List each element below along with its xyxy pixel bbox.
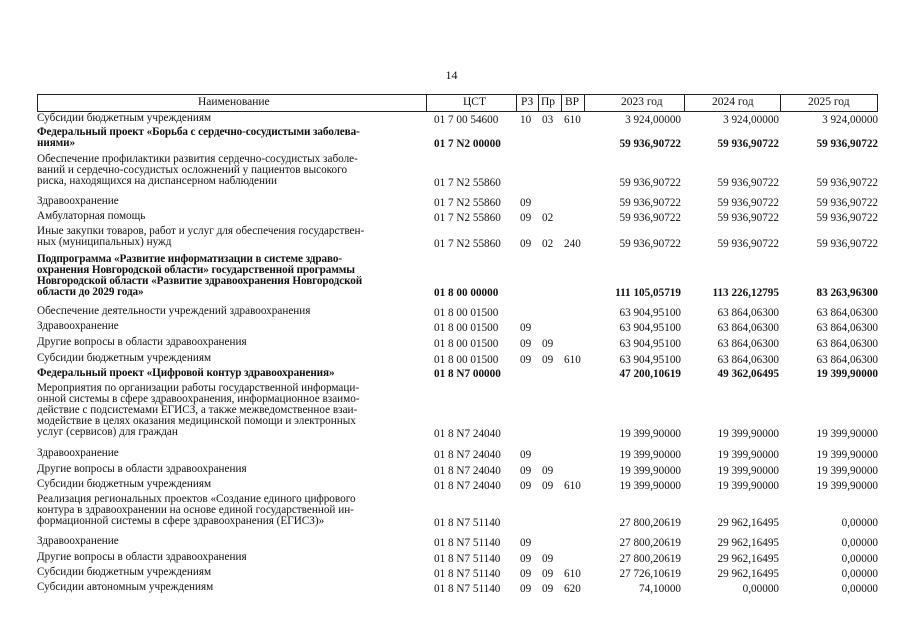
row-rz: 09 [520,354,532,366]
row-cst: 01 7 N2 55860 [434,212,501,224]
table-row [37,337,887,353]
page-number: 14 [445,68,458,82]
row-2024: 19 399,90000 [717,428,779,440]
row-name: Обеспечение профилактики развития сердечно-сосудистых заболе- ваний и сердечно-сосудистых осложнений у пациентов высокого риска, находящихся на диспансерном наблюдении [37,153,358,187]
table-row [37,306,887,321]
row-2024: 63 864,06300 [717,338,779,350]
table-row [37,494,887,536]
row-name: Реализация региональных проектов «Создание единого цифрового контура в здравоохранении на основе единой государственной ин- формационной системы в сфере здравоохранения (ЕГИСЗ)» [37,493,356,527]
header-pr: Пр [541,96,556,108]
table-row [37,254,887,306]
table-body [37,113,887,597]
table-row [37,196,887,211]
row-name: Другие вопросы в области здравоохранения [37,463,247,475]
row-2025: 0,00000 [841,553,878,565]
table-row [37,552,887,567]
row-2025: 59 936,90722 [816,138,878,150]
header-vr: ВР [565,96,580,108]
row-2024: 29 962,16495 [717,537,779,549]
row-2024: 29 962,16495 [717,553,779,565]
row-2023: 59 936,90722 [619,212,681,224]
row-cst: 01 7 N2 55860 [434,238,501,250]
row-2024: 3 924,00000 [723,114,779,126]
row-2023: 74,10000 [639,583,681,595]
row-cst: 01 7 N2 55860 [434,197,501,209]
row-2024: 63 864,06300 [717,307,779,319]
table-row [37,582,887,597]
row-2023: 27 800,20619 [619,537,681,549]
row-2024: 63 864,06300 [717,322,779,334]
row-2024: 29 962,16495 [717,517,779,529]
row-name: Федеральный проект «Борьба с сердечно-сосудистыми заболева- ниями» [37,126,360,149]
row-2023: 63 904,95100 [619,322,681,334]
row-2024: 29 962,16495 [717,568,779,580]
row-rz: 09 [520,583,532,595]
row-2025: 0,00000 [841,583,878,595]
row-2023: 59 936,90722 [619,238,681,250]
row-2025: 0,00000 [841,568,878,580]
row-name: Здравоохранение [37,447,119,459]
row-name: Здравоохранение [37,535,119,547]
row-2025: 0,00000 [841,517,878,529]
row-2023: 19 399,90000 [619,480,681,492]
row-2023: 63 904,95100 [619,338,681,350]
row-2023: 27 800,20619 [619,517,681,529]
row-rz: 09 [520,212,532,224]
table-row [37,226,887,254]
row-pr: 02 [542,212,554,224]
row-pr: 02 [542,238,554,250]
row-2024: 0,00000 [742,583,779,595]
row-cst: 01 8 N7 51140 [434,537,501,549]
header-rz: РЗ [521,96,534,108]
row-2025: 59 936,90722 [816,197,878,209]
row-2024: 19 399,90000 [717,465,779,477]
table-row [37,536,887,552]
row-pr: 09 [542,553,554,565]
row-name: Федеральный проект «Цифровой контур здравоохранения» [37,367,335,379]
row-name: Здравоохранение [37,195,119,207]
header-name: Наименование [198,96,270,108]
row-2025: 59 936,90722 [816,212,878,224]
row-2024: 59 936,90722 [717,238,779,250]
row-rz: 09 [520,568,532,580]
row-cst: 01 8 N7 24040 [434,480,501,492]
row-2023: 27 800,20619 [619,553,681,565]
row-vr: 610 [564,568,581,580]
row-2025: 19 399,90000 [816,480,878,492]
row-name: Подпрограмма «Развитие информатизации в системе здраво- охранения Новгородской области» государственной программы Новгородской области «Развитие здравоохранения Новгородской области до 2029 года» [37,253,363,298]
table-row [37,113,887,127]
header-cst: ЦСТ [463,96,486,108]
row-cst: 01 8 00 01500 [434,307,499,319]
row-name: Иные закупки товаров, работ и услуг для обеспечения государствен- ных (муниципальных) нужд [37,225,365,248]
row-vr: 610 [564,480,581,492]
table-row [37,154,887,196]
row-cst: 01 8 N7 24040 [434,428,501,440]
row-name: Другие вопросы в области здравоохранения [37,551,247,563]
header-2025: 2025 год [808,96,850,108]
row-2025: 63 864,06300 [816,307,878,319]
row-rz: 09 [520,449,532,461]
row-pr: 09 [542,583,554,595]
row-cst: 01 8 00 01500 [434,322,499,334]
row-2025: 59 936,90722 [816,238,878,250]
row-name: Амбулаторная помощь [37,210,146,222]
row-2023: 63 904,95100 [619,307,681,319]
row-cst: 01 7 00 54600 [434,114,499,126]
row-cst: 01 8 N7 51140 [434,553,501,565]
row-cst: 01 8 N7 24040 [434,465,501,477]
row-2024: 49 362,06495 [717,368,779,380]
table-row [37,448,887,464]
row-name: Субсидии автономным учреждениям [37,581,214,593]
row-2024: 59 936,90722 [717,177,779,189]
table-row [37,479,887,494]
row-pr: 03 [542,114,554,126]
table-row [37,321,887,337]
row-rz: 10 [520,114,532,126]
row-pr: 09 [542,480,554,492]
row-rz: 09 [520,338,532,350]
table-row [37,567,887,582]
row-name: Обеспечение деятельности учреждений здравоохранения [37,305,311,317]
header-2024: 2024 год [712,96,754,108]
row-2023: 63 904,95100 [619,354,681,366]
row-name: Мероприятия по организации работы государственной информаци- онной системы в сфере здравоохранения, информационное взаимо- действие с подсистемами ЕГИСЗ, а также межведомственное взаи- модействие в целях оказания медицинской помощи и электронных услуг (сервисов) для граждан [37,382,360,438]
row-rz: 09 [520,238,532,250]
row-cst: 01 7 N2 00000 [434,138,501,150]
row-2023: 19 399,90000 [619,465,681,477]
row-2023: 59 936,90722 [619,177,681,189]
row-cst: 01 8 N7 00000 [434,368,501,380]
row-cst: 01 8 N7 51140 [434,583,501,595]
row-2025: 19 399,90000 [816,428,878,440]
row-pr: 09 [542,568,554,580]
table-row [37,353,887,368]
row-name: Субсидии бюджетным учреждениям [37,352,212,364]
row-2024: 63 864,06300 [717,354,779,366]
row-rz: 09 [520,537,532,549]
row-rz: 09 [520,322,532,334]
table-row [37,464,887,479]
row-rz: 09 [520,480,532,492]
row-vr: 610 [564,354,581,366]
row-cst: 01 8 00 01500 [434,338,499,350]
row-name: Субсидии бюджетным учреждениям [37,112,212,124]
header-2023: 2023 год [621,96,663,108]
row-cst: 01 8 N7 51140 [434,517,501,529]
row-2023: 3 924,00000 [625,114,681,126]
table-row [37,211,887,226]
row-2023: 19 399,90000 [619,449,681,461]
row-2023: 111 105,05719 [615,287,681,299]
row-2024: 59 936,90722 [717,197,779,209]
row-2025: 19 399,90000 [816,465,878,477]
row-cst: 01 8 00 00000 [434,287,499,299]
row-2025: 0,00000 [841,537,878,549]
row-2025: 63 864,06300 [816,354,878,366]
row-2024: 19 399,90000 [717,449,779,461]
row-name: Здравоохранение [37,320,119,332]
row-2024: 19 399,90000 [717,480,779,492]
row-vr: 610 [564,114,581,126]
row-2025: 63 864,06300 [816,322,878,334]
row-name: Субсидии бюджетным учреждениям [37,478,212,490]
row-rz: 09 [520,465,532,477]
row-2025: 19 399,90000 [816,368,878,380]
row-name: Другие вопросы в области здравоохранения [37,336,247,348]
row-pr: 09 [542,338,554,350]
row-2025: 19 399,90000 [816,449,878,461]
row-rz: 09 [520,197,532,209]
row-cst: 01 8 N7 51140 [434,568,501,580]
row-2023: 59 936,90722 [619,197,681,209]
row-2023: 19 399,90000 [619,428,681,440]
row-vr: 240 [564,238,581,250]
row-2025: 63 864,06300 [816,338,878,350]
row-2023: 59 936,90722 [619,138,681,150]
table-header [37,94,878,112]
row-2024: 113 226,12795 [712,287,779,299]
row-cst: 01 8 00 01500 [434,354,499,366]
row-2025: 59 936,90722 [816,177,878,189]
row-rz: 09 [520,553,532,565]
row-cst: 01 8 N7 24040 [434,449,501,461]
row-2024: 59 936,90722 [717,138,779,150]
row-2025: 83 263,96300 [816,287,878,299]
row-2024: 59 936,90722 [717,212,779,224]
row-cst: 01 7 N2 55860 [434,177,501,189]
row-vr: 620 [564,583,581,595]
row-2025: 3 924,00000 [822,114,878,126]
row-pr: 09 [542,465,554,477]
row-2023: 27 726,10619 [619,568,681,580]
table-row [37,368,887,383]
table-row [37,383,887,448]
row-2023: 47 200,10619 [619,368,681,380]
row-name: Субсидии бюджетным учреждениям [37,566,212,578]
table-row [37,127,887,154]
row-pr: 09 [542,354,554,366]
